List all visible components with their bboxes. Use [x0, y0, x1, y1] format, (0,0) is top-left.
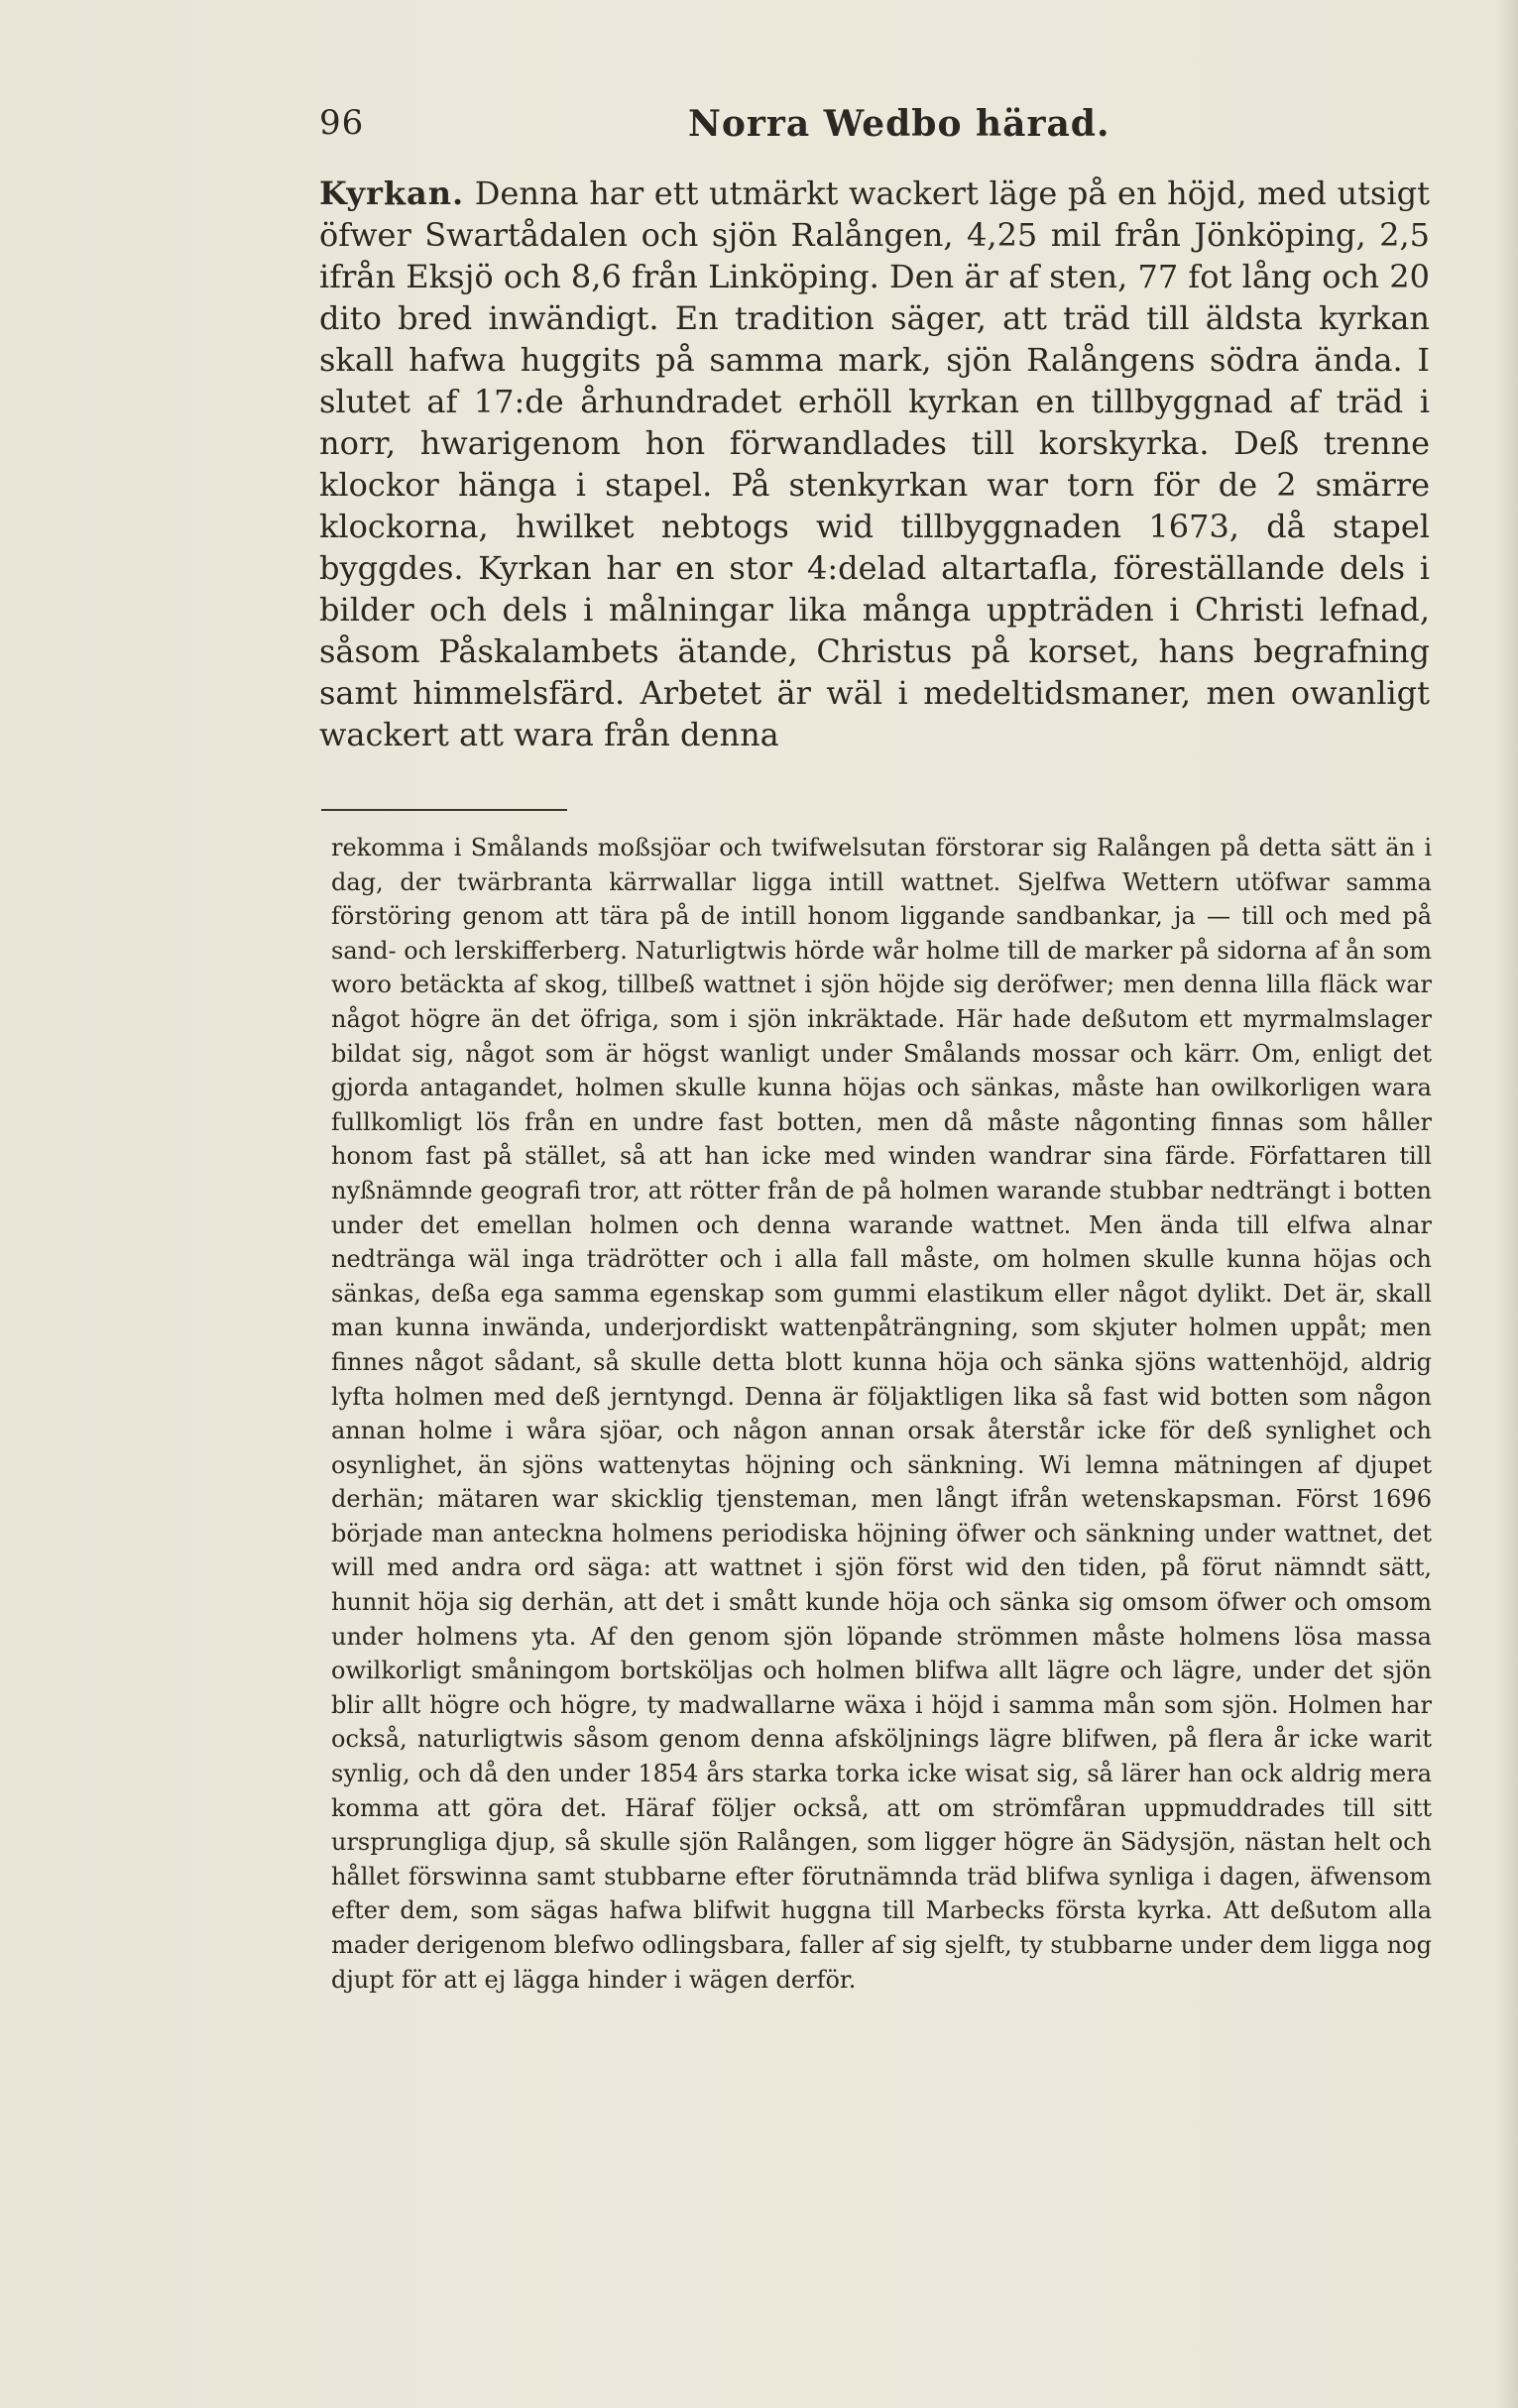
page-header: [319, 103, 1430, 163]
main-paragraph-text: Denna har ett utmärkt wackert läge på en höjd, med utsigt öfwer Swartådalen och sjön Ralången, 4,25 mil från Jönköping, 2,5 ifrån Eksjö och 8,6 från Linköping. Den är af sten, 77 fot lång och 20 dito bred inwändigt. En tradition säger, att träd till äldsta kyrkan skall hafwa huggits på samma mark, sjön Ralångens södra ända. I slutet af 17:de århundradet erhöll kyrkan en tillbyggnad af träd i norr, hwarigenom hon förwandlades till korskyrka. Deß trenne klockor hänga i stapel. På stenkyrkan war torn för de 2 smärre klockorna, hwilket nebtogs wid tillbyggnaden 1673, då stapel byggdes. Kyrkan har en stor 4:delad altartafla, föreställande dels i bilder och dels i målningar lika många uppträden i Christi lefnad, såsom Påskalambets ätande, Christus på korset, hans begrafning samt himmelsfärd. Arbetet är wäl i medeltidsmaner, men owanligt wackert att wara från denna: [319, 174, 1431, 753]
page-edge-shadow: [1496, 0, 1518, 2408]
footnote-separator-rule: [321, 809, 567, 811]
main-text-block: [319, 172, 1430, 755]
main-paragraph: [319, 172, 1430, 755]
running-title: Norra Wedbo härad.: [688, 103, 1110, 145]
page-number: 96: [319, 103, 365, 143]
footnote-block: [331, 831, 1432, 1997]
footnote-text: rekomma i Smålands moßsjöar och twifwelsutan förstorar sig Ralången på detta sätt än i dag, der twärbranta kärrwallar ligga intill wattnet. Sjelfwa Wettern utöfwar samma förstöring genom att tära på de intill honom liggande sandbankar, ja — till och med på sand- och lerskifferberg. Naturligtwis hörde wår holme till de marker på sidorna af ån som woro betäckta af skog, tillbeß wattnet i sjön höjde sig deröfwer; men denna lilla fläck war något högre än det öfriga, som i sjön inkräktade. Här hade deßutom ett myrmalmslager bildat sig, något som är högst wanligt under Smålands mossar och kärr. Om, enligt det gjorda antagandet, holmen skulle kunna höjas och sänkas, måste han owilkorligen wara fullkomligt lös från en undre fast botten, men då måste någonting finnas som håller honom fast på stället, så att han icke med winden wandrar sina färde. Författaren till nyßnämnde geografi tror, att rötter från de på holmen warande stubbar nedträngt i botten under det emellan holmen och denna warande wattnet. Men ända till elfwa alnar nedträngа wäl inga trädrötter och i alla fall måste, om holmen skulle kunna höjas och sänkas, deßa ega samma egenskap som gummi elastikum eller något dylikt. Det är, skall man kunna inwända, underjordiskt wattenpåträngning, som skjuter holmen uppåt; men finnes något sådant, så skulle detta blott kunna höja och sänka sjöns wattenhöjd, aldrig lyfta holmen med deß jerntyngd. Denna är följaktligen lika så fast wid botten som någon annan holme i wåra sjöar, och någon annan orsak återstår icke för deß synlighet och osynlighet, än sjöns wattenytas höjning och sänkning. Wi lemna mätningen af djupet derhän; mätaren war skicklig tjensteman, men långt ifrån wetenskapsman. Först 1696 började man anteckna holmens periodiska höjning öfwer och sänkning under wattnet, det will med andra ord säga: att wattnet i sjön först wid den tiden, på förut nämndt sätt, hunnit höja sig derhän, att det i smått kunde höja och sänka sig omsom öfwer och omsom under holmens yta. Af den genom sjön löpande strömmen måste holmens lösa massa owilkorligt småningom bortsköljas och holmen blifwa allt lägre och lägre, under det sjön blir allt högre och högre, ty madwallarne wäxa i höjd i samma mån som sjön. Holmen har också, naturligtwis såsom genom denna afsköljnings lägre blifwen, på flera år icke warit synlig, och då den under 1854 års starka torka icke wisat sig, så lärer han ock aldrig mera komma att göra det. Häraf följer också, att om strömfåran uppmuddrades till sitt ursprungliga djup, så skulle sjön Ralången, som ligger högre än Sädysjön, nästan helt och hållet förswinna samt stubbarne efter förutnämnda träd blifwa synliga i dagen, äfwensom efter dem, som sägas hafwa blifwit huggna till Marbecks första kyrka. Att deßutom alla mader derigenom blefwo odlingsbara, faller af sig sjelft, ty stubbarne under dem ligga nog djupt för att ej lägga hinder i wägen derför.: [331, 834, 1432, 1994]
paragraph-lead-word: Kyrkan.: [319, 174, 465, 212]
